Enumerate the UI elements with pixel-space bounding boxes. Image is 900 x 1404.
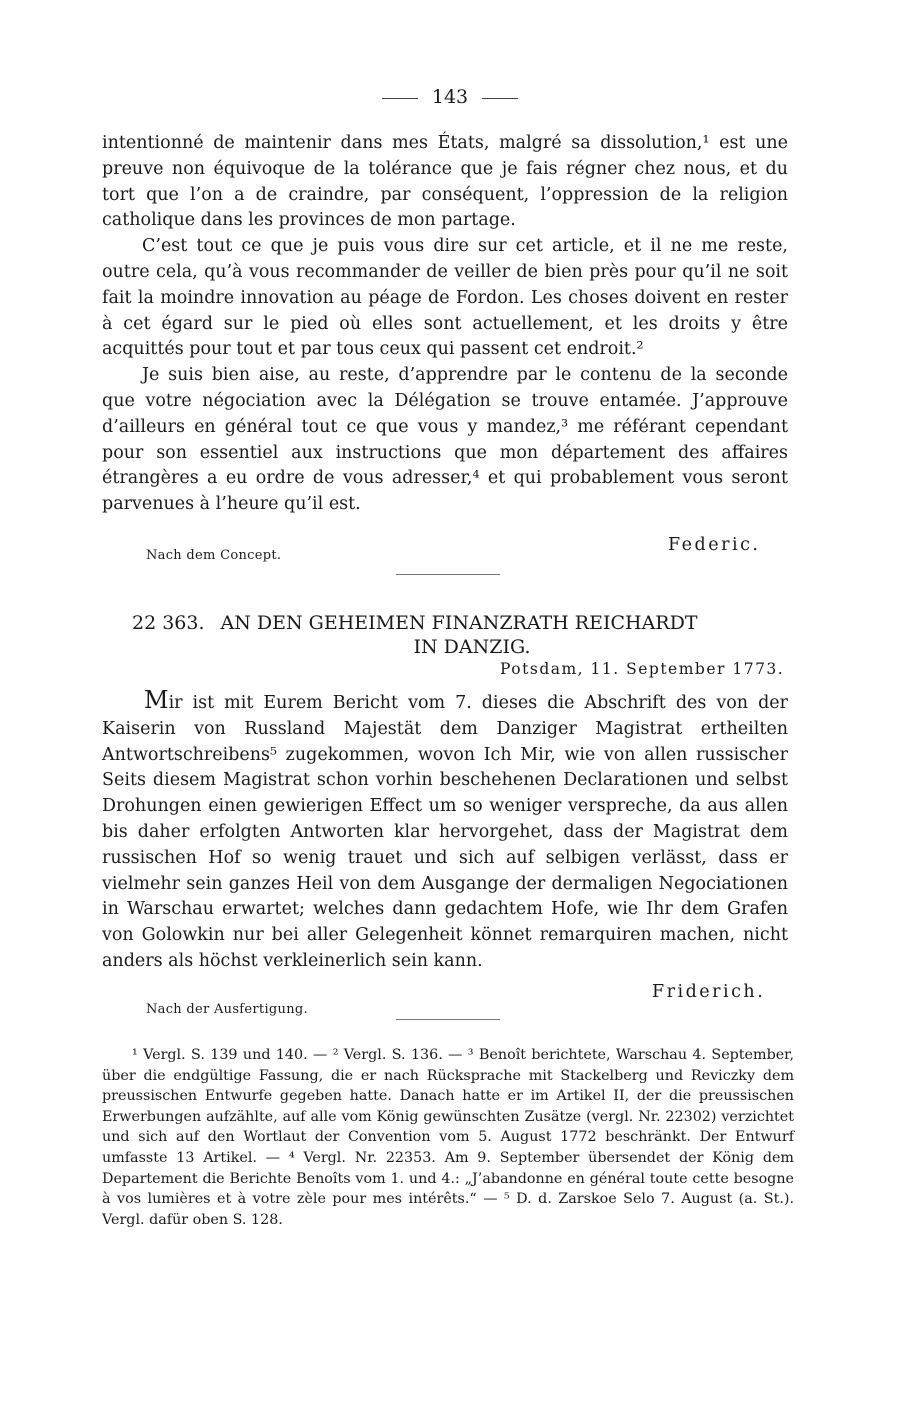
place-date: Potsdam, 11. September 1773. bbox=[500, 660, 785, 678]
separator-rule-2 bbox=[396, 1019, 500, 1020]
separator-rule-1 bbox=[396, 574, 500, 575]
header-dash-right bbox=[482, 98, 518, 99]
footnotes bbox=[102, 1045, 794, 1230]
signature-federic: Federic. bbox=[668, 535, 761, 555]
paragraph-2: C’est tout ce que je puis vous dire sur cet article, et il ne me reste, outre cela, qu’à vous recommander de veiller de bien près pour qu’il ne soit fait la moindre innovation au péage de Fordon. Les choses doivent en rester à cet égard sur le pied où elles sont actuellement, et les droits y être acquittés pour tout et par tous ceux qui passent cet endroit.² bbox=[102, 236, 788, 360]
letter-text: ir ist mit Eurem Bericht vom 7. dieses die Abschrift des von der Kaiserin von Russland Majestät dem Danziger Magistrat ertheilten Antwortschreibens⁵ zugekommen, wovon Ich Mir, wie von allen russischer Seits diesem Magistrat schon vorhin beschehenen Declarationen und selbst Drohungen einen gewierigen Effect um so weniger verspreche, da aus allen bis daher erfolgten Antworten klar hervorgehet, dass der Magistrat dem russischen Hof so wenig trauet und sich auf selbigen verlässt, dass er vielmehr sein ganzes Heil von dem Ausgange der dermaligen Negociationen in Warschau erwartet; welches dann gedachtem Hofe, wie Ihr dem Grafen von Golowkin nur bei aller Gelegenheit könnet remarquiren machen, nicht anders als höchst verkleinerlich sein kann. bbox=[102, 693, 788, 971]
page-number: 143 bbox=[431, 86, 469, 108]
source-note-1: Nach dem Concept. bbox=[146, 548, 282, 563]
document-number: 22 363. bbox=[132, 612, 205, 634]
header-dash-left bbox=[382, 98, 418, 99]
paragraph-3: Je suis bien aise, au reste, d’apprendre par le contenu de la seconde que votre négociation avec la Délégation se trouve entamée. J’approuve d’ailleurs en général tout ce que vous y mandez,³ me référant cependant pour son essentiel aux instructions que mon département des affaires étrangères a eu ordre de vous adresser,⁴ et qui probablement vous seront parvenues à l’heure qu’il est. bbox=[102, 365, 788, 515]
document-title-line1: AN DEN GEHEIMEN FINANZRATH REICHARDT bbox=[220, 612, 698, 634]
document-heading bbox=[132, 611, 772, 659]
signature-friderich: Friderich. bbox=[652, 982, 766, 1002]
initial-letter: M bbox=[144, 686, 169, 714]
document-title-line2: IN DANZIG. bbox=[413, 636, 531, 658]
page-header bbox=[0, 86, 900, 108]
paragraph-1: intentionné de maintenir dans mes États, malgré sa dissolution,¹ est une preuve non équivoque de la tolérance que je fais régner chez nous, et du tort que l’on a de craindre, par conséquent, l’oppression de la religion catholique dans les provinces de mon partage. bbox=[102, 133, 788, 231]
source-note-2: Nach der Ausfertigung. bbox=[146, 1002, 308, 1017]
footnote-text: ¹ Vergl. S. 139 und 140. — ² Vergl. S. 136. — ³ Benoît berichtete, Warschau 4. September, über die endgültige Fassung, die er nach Rücksprache mit Stackelberg und Reviczky dem preussischen Entwurfe gegeben hatte. Danach hatte er im Artikel II, der die preussischen Erwerbungen aufzählte, auf alle vom König gewünschten Zusätze (vergl. Nr. 22302) verzichtet und sich auf den Wortlaut der Convention vom 5. August 1772 beschränkt. Der Entwurf umfasste 13 Artikel. — ⁴ Vergl. Nr. 22353. Am 9. September übersendet der König dem Departement die Berichte Benoîts vom 1. und 4.: „J’abandonne en général toute cette besogne à vos lumières et à votre zèle pour mes intérêts.“ — ⁵ D. d. Zarskoe Selo 7. August (a. St.). Vergl. dafür oben S. 128. bbox=[102, 1047, 794, 1228]
letter-body-second bbox=[102, 688, 788, 975]
letter-body-top bbox=[102, 131, 788, 518]
